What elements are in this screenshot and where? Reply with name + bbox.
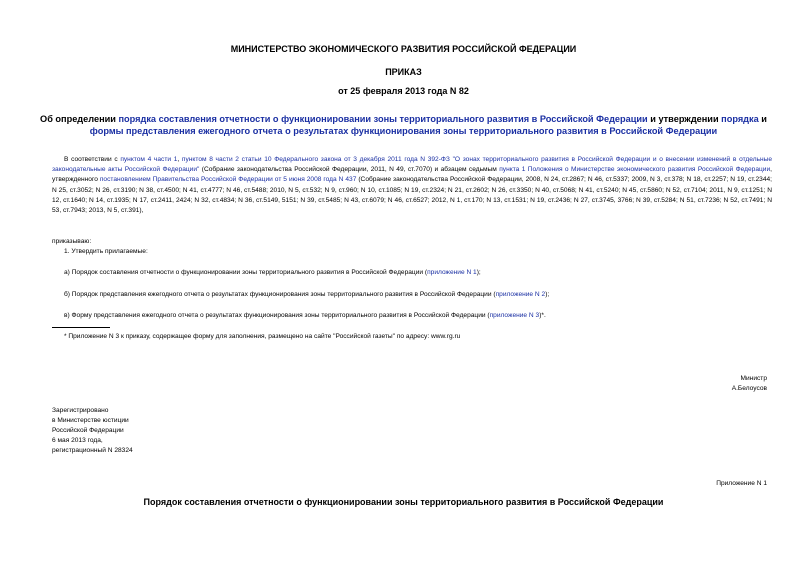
appendix-2-link[interactable]: приложение N 2 <box>495 291 546 298</box>
item-a-end: ); <box>476 269 481 276</box>
preamble-text: (Собрание законодательства Российской Федерации, 2011, N 49, ст.7070) и абзацем седьмым <box>199 166 500 174</box>
item-v-end: )*. <box>539 312 546 319</box>
preamble-paragraph <box>52 155 772 216</box>
signature-name: А.Белоусов <box>731 385 767 392</box>
registration-number: регистрационный N 28324 <box>52 447 133 454</box>
title-text: и утверждении <box>647 114 722 124</box>
item-b-end: ); <box>545 291 550 298</box>
order-verb: приказываю: <box>52 238 92 245</box>
order-item-v <box>64 311 546 321</box>
footnote-divider <box>52 327 110 328</box>
registration-line: 6 мая 2013 года, <box>52 437 103 444</box>
ministry-heading: МИНИСТЕРСТВО ЭКОНОМИЧЕСКОГО РАЗВИТИЯ РОССИЙСКОЙ ФЕДЕРАЦИИ <box>230 44 577 54</box>
registration-line: Российской Федерации <box>52 427 124 434</box>
item-a-text: а) Порядок составления отчетности о функционировании зоны территориального развития в Российской Федерации ( <box>64 269 428 276</box>
preamble-link-government-decree[interactable]: постановлением Правительства Российской Федерации от 5 июня 2008 года N 437 <box>99 176 357 184</box>
footnote-text: * Приложение N 3 к приказу, содержащее форму для заполнения, размещено на сайте "Российской газеты" по адресу: www.rg.ru <box>64 333 461 340</box>
title-link-report-form[interactable]: формы представления ежегодного отчета о результатах функционирования зоны территориального развития в Российской Федерации <box>89 126 718 136</box>
title-text: Об определении <box>40 114 119 124</box>
preamble-text: , утвержденного <box>52 166 773 184</box>
appendix-1-link[interactable]: приложение N 1 <box>427 269 477 276</box>
title-link-reporting-order[interactable]: порядка составления отчетности о функционировании зоны территориального развития в Российской Федерации <box>118 114 648 124</box>
appendix-title: Порядок составления отчетности о функционировании зоны территориального развития в Российской Федерации <box>143 497 664 507</box>
title-link-order[interactable]: порядка <box>721 114 759 124</box>
doc-type-heading: ПРИКАЗ <box>385 67 422 77</box>
preamble-link-federal-law[interactable]: пунктом 8 части 2 статьи 10 Федерального закона от 3 декабря 2011 года N 392-ФЗ "О зонах территориального развития в Российской Федерации и о внесении изменений в отдельные законодательные акты Российской Федерации" <box>52 156 773 174</box>
preamble-link-regulation[interactable]: пункта 1 Положения о Министерстве экономического развития Российской Федерации <box>499 166 771 174</box>
title-text: и <box>758 114 767 124</box>
registration-line: Зарегистрировано <box>52 407 109 414</box>
preamble-text: , <box>177 156 182 163</box>
preamble-text: (Собрание законодательства Российской Федерации, 2008, N 24, ст.2867; N 46, ст.5337; 2009, N 3, ст.378; N 18, ст.2257; N 19, ст.2344; N 25, ст.3052; N 26, ст.3190; N 38, ст.4500; N 41, ст.4777; N 46, ст.5488; 2010, N 5, ст.532; N 9, ст.960; N 10, ст.1085; N 19, ст.2324; N 21, ст.2602; N 26, ст.3350; N 40, ст.5068; N 41, ст.5240; N 45, ст.5860; N 52, ст.7104; 2011, N 9, ст.1251; N 12, ст.1640; N 14, ст.1935; N 17, ст.2411, 2424; N 32, ст.4834; N 36, ст.5149, 5151; N 39, ст.5485; N 43, ст.6079; N 46, ст.6527; 2012, N 1, ст.170; N 13, ст.1531; N 19, ст.2436; N 27, ст.3745, 3766; N 39, ст.5284; N 51, ст.7236; N 52, ст.7491; N 53, ст.7943; 2013, N 5, ст.391), <box>52 176 772 215</box>
appendix-3-link[interactable]: приложение N 3 <box>489 312 540 319</box>
registration-line: в Министерстве юстиции <box>52 417 129 424</box>
item-b-text: б) Порядок представления ежегодного отчета о результатах функционирования зоны территориального развития в Российской Федерации ( <box>64 291 496 298</box>
item-v-text: в) Форму представления ежегодного отчета о результатах функционирования зоны территориального развития в Российской Федерации ( <box>64 312 490 319</box>
date-number-heading: от 25 февраля 2013 года N 82 <box>338 86 469 96</box>
order-title <box>40 113 767 137</box>
order-item-1: 1. Утвердить прилагаемые: <box>64 248 148 255</box>
order-item-a <box>64 268 481 278</box>
signature-position: Министр <box>740 375 767 382</box>
appendix-label: Приложение N 1 <box>716 480 767 487</box>
preamble-link-point4[interactable]: пунктом 4 части 1 <box>120 156 178 163</box>
order-item-b <box>64 290 549 300</box>
preamble-text: В соответствии с <box>64 156 121 163</box>
